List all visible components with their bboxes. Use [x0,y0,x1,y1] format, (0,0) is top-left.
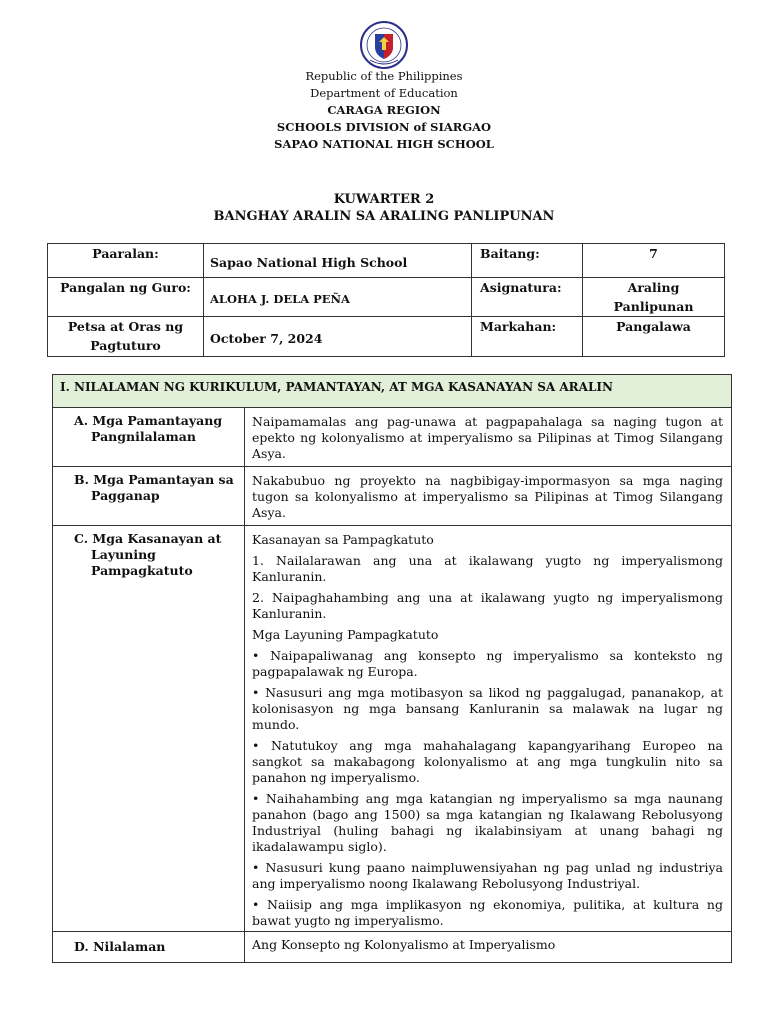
baitang-label: Baitang: [472,244,583,278]
row-c-label [53,526,245,932]
kasanayan-label: C. Mga Kasanayan at Layuning Pampagkatuto [74,531,222,578]
markahan-label: Markahan: [472,317,583,357]
kasanayan-item: Mga Layuning Pampagkatuto [252,627,439,642]
kasanayan-item: Kasanayan sa Pampagkatuto [252,532,434,547]
document-title [0,191,768,225]
deped-seal-logo [356,20,412,70]
row-d-label [53,932,245,963]
kasanayan-item: 2. Naipaghahambing ang una at ikalawang yugto ng imperyalismong Kanluranin. [252,590,723,621]
curriculum-table [52,374,732,963]
paaralan-value: Sapao National High School [204,244,472,278]
info-table [47,243,725,357]
kasanayan-item: 1. Nailalarawan ang una at ikalawang yugto ng imperyalismong Kanluranin. [252,553,723,584]
header-division: SCHOOLS DIVISION of SIARGAO [276,120,492,134]
asignatura-label: Asignatura: [472,278,583,317]
layunin-item: • Naihahambing ang mga katangian ng imperyalismo sa mga naunang panahon (bago ang 1500) sa mga katangian ng Ikalawang Rebolusyong Industriyal (huling bahagi ng ikalabinsiyam at unang bahagi ng ikadalawampu siglo). [252,791,723,854]
title-quarter: KUWARTER 2 [333,192,435,207]
title-lesson-plan: BANGHAY ARALIN SA ARALING PANLIPUNAN [213,209,555,224]
section-heading: I. NILALAMAN NG KURIKULUM, PAMANTAYAN, AT MGA KASANAYAN SA ARALIN [53,375,732,408]
baitang-value: 7 [583,244,725,278]
kasanayan-content [245,526,732,932]
layunin-item: • Nasusuri ang mga motibasyon sa likod ng paggalugad, pananakop, at kolonisasyon ng mga bansang Kanluranin sa malawak na lugar ng mundo. [252,685,723,732]
layunin-item: • Naipapaliwanag ang konsepto ng imperyalismo sa konteksto ng pagpapalawak ng Europa. [252,648,723,679]
layunin-item: • Natutukoy ang mga mahahalagang kapangyarihang Europeo na sangkot sa makabagong kolonyalismo at ang mga tungkulin nito sa panahon ng imperyalismo. [252,738,723,785]
pamantayan-pagganap-label: B. Mga Pamantayan sa Pagganap [74,472,234,503]
petsa-value: October 7, 2024 [204,317,472,357]
guro-value: ALOHA J. DELA PEÑA [204,278,472,317]
paaralan-label: Paaralan: [48,244,204,278]
header-school: SAPAO NATIONAL HIGH SCHOOL [274,137,494,151]
petsa-label: Petsa at Oras ng Pagtuturo [48,317,204,357]
pamantayang-pangnilalaman-label: A. Mga Pamantayang Pangnilalaman [74,413,223,444]
letterhead [0,68,768,153]
layunin-item: • Naiisip ang mga implikasyon ng ekonomiya, pulitika, at kultura ng bawat yugto ng imperyalismo. [252,897,723,928]
layunin-item: • Nasusuri kung paano naimpluwensiyahan ng pag unlad ng industriya ang imperyalismo noong Ikalawang Rebolusyong Industriyal. [252,860,723,891]
nilalaman-text: Ang Konsepto ng Kolonyalismo at Imperyalismo [245,932,732,963]
header-republic: Republic of the Philippines [305,69,463,83]
header-department: Department of Education [310,86,458,100]
markahan-value: Pangalawa [583,317,725,357]
header-region: CARAGA REGION [327,103,441,117]
pamantayang-pangnilalaman-text: Naipamamalas ang pag-unawa at pagpapahalaga sa naging tugon at epekto ng kolonyalismo at imperyalismo sa Pilipinas at Timog Silangang Asya. [245,408,732,467]
nilalaman-label: D. Nilalaman [74,939,166,954]
pamantayan-pagganap-text: Nakabubuo ng proyekto na nagbibigay-impormasyon sa mga naging tugon sa kolonyalismo at imperyalismo sa Pilipinas at Timog Silangang Asya. [245,467,732,526]
guro-label: Pangalan ng Guro: [48,278,204,317]
row-a-label [53,408,245,467]
asignatura-value: Araling Panlipunan [583,278,725,317]
row-b-label [53,467,245,526]
